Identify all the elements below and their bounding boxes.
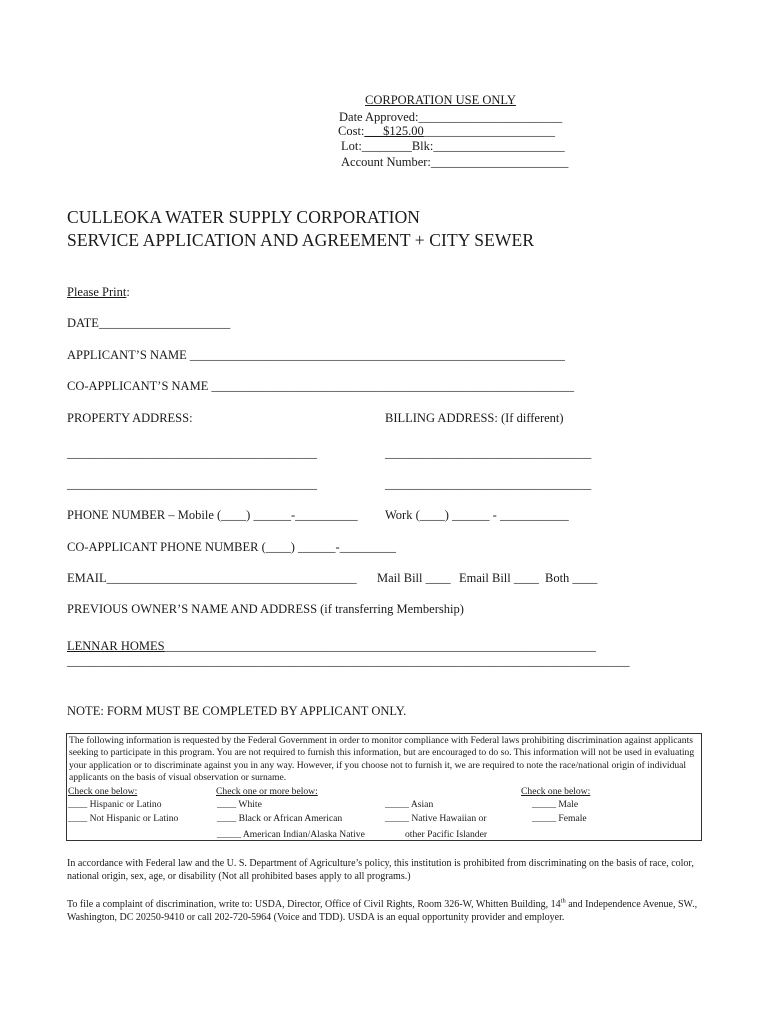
title-line-2: SERVICE APPLICATION AND AGREEMENT + CITY SEWER [67,230,535,250]
both-bill-option[interactable]: Both ____ [545,571,598,585]
email-field[interactable]: EMAIL________________________________________ [67,571,357,585]
mail-bill-option[interactable]: Mail Bill ____ [377,571,451,585]
lot-block-field[interactable]: Lot:________Blk:_____________________ [341,139,565,153]
not-hispanic-option[interactable]: ____ Not Hispanic or Latino [68,813,179,824]
title-line-1: CULLEOKA WATER SUPPLY CORPORATION [67,207,421,227]
complaint-text-b: and Independence Avenue, SW., Washington, DC 20250-9410 or call 202-720-5964 (Voice and TDD). USDA is an equal opportunity provider and employer. [67,899,698,923]
previous-owner-label: PREVIOUS OWNER’S NAME AND ADDRESS (if transferring Membership) [67,602,464,616]
billing-address-label: BILLING ADDRESS: (If different) [385,411,564,425]
please-print-text: Please Print [67,285,127,299]
ethnicity-header: Check one below: [68,786,138,797]
coapplicant-name-field[interactable]: CO-APPLICANT’S NAME __________________________________________________________ [67,379,574,393]
native-american-option[interactable]: _____ American Indian/Alaska Native [217,829,365,840]
demographics-intro: The following information is requested by the Federal Government in order to monitor compliance with Federal laws prohibiting discrimination against applicants seeking to participate in this program. You are not required to furnish this information, but are encouraged to do so. This information will not be used in evaluating your application or to discriminate against you in any way. However, if you choose not to furnish it, we are required to note the race/national origin of individual applicants on the basis of visual observation or surname. [69,735,695,784]
nondiscrimination-policy: In accordance with Federal law and the U. S. Department of Agriculture’s policy, this institution is prohibited from discriminating on the basis of race, color, national origin, sex, age, or disability (Not all prohibited bases apply to all programs.) [67,858,694,882]
demographics-box [66,733,702,841]
hawaiian-option[interactable]: _____ Native Hawaiian or [385,813,487,824]
billing-address-line-1[interactable]: _________________________________ [385,446,592,460]
cost-trail: _____________________ [423,124,556,138]
mobile-phone-field[interactable]: PHONE NUMBER – Mobile (____) ______-__________ [67,508,358,522]
previous-owner-trail: _____________________________________________________________________ [164,639,596,653]
property-address-line-2[interactable]: ________________________________________ [67,477,317,491]
date-approved-field[interactable]: Date Approved:_______________________ [339,110,563,124]
coapplicant-phone-field[interactable]: CO-APPLICANT PHONE NUMBER (____) ______-_________ [67,540,396,554]
date-field[interactable]: DATE_____________________ [67,316,231,330]
property-address-line-1[interactable]: ________________________________________ [67,446,317,460]
email-bill-option[interactable]: Email Bill ____ [459,571,539,585]
previous-owner-line-1[interactable] [67,639,596,654]
race-header: Check one or more below: [216,786,318,797]
pacific-islander-label: other Pacific Islander [405,829,488,840]
white-option[interactable]: ____ White [217,799,262,810]
billing-address-line-2[interactable]: _________________________________ [385,477,592,491]
asian-option[interactable]: _____ Asian [385,799,434,810]
complaint-statement [67,898,703,924]
cost-value: ___$125.00 [364,124,424,138]
cost-label: Cost: [338,124,365,138]
note-text: NOTE: FORM MUST BE COMPLETED BY APPLICANT ONLY. [67,704,407,718]
account-number-field[interactable]: Account Number:______________________ [341,155,569,169]
applicant-name-field[interactable]: APPLICANT’S NAME ____________________________________________________________ [67,348,565,362]
previous-owner-line-2[interactable]: __________________________________________________________________________________________ [67,654,630,668]
sex-header: Check one below: [521,786,591,797]
property-address-label: PROPERTY ADDRESS: [67,411,193,425]
corp-use-heading: CORPORATION USE ONLY [365,93,516,107]
female-option[interactable]: _____ Female [532,813,587,824]
please-print-label [67,285,130,300]
hispanic-option[interactable]: ____ Hispanic or Latino [68,799,162,810]
black-option[interactable]: ____ Black or African American [217,813,343,824]
male-option[interactable]: _____ Male [532,799,579,810]
complaint-superscript: th [560,897,566,905]
lennar-homes-text: LENNAR HOMES [67,639,165,653]
work-phone-field[interactable]: Work (____) ______ - ___________ [385,508,569,522]
complaint-text-a: To file a complaint of discrimination, write to: USDA, Director, Office of Civil Rights, Room 326-W, Whitten Building, 14 [67,899,561,910]
cost-field [338,124,555,139]
please-print-colon: : [126,285,130,299]
